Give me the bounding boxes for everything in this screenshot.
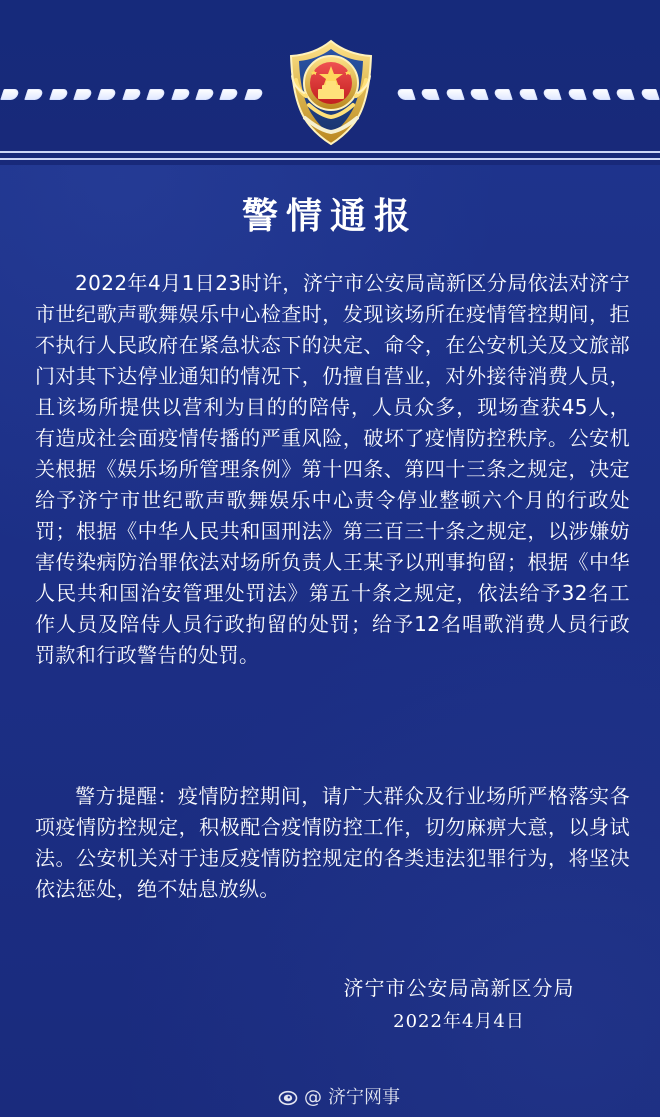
police-emblem-icon <box>275 36 387 148</box>
notice-paragraph-2 <box>35 781 630 905</box>
right-feather-icon <box>494 89 514 100</box>
watermark <box>278 1088 400 1108</box>
page-title: 警情通报 <box>241 195 418 237</box>
left-feather-icon <box>244 89 264 100</box>
left-feather-icon <box>219 89 239 100</box>
left-feather-icon <box>122 89 142 100</box>
right-feather-icon <box>640 89 660 100</box>
left-wing-icon <box>2 82 262 106</box>
weibo-eye-icon <box>278 1090 298 1106</box>
right-wing-icon <box>398 82 658 106</box>
right-feather-icon <box>567 89 587 100</box>
right-feather-icon <box>542 89 562 100</box>
right-feather-icon <box>421 89 441 100</box>
signature-date: 2022年4月4日 <box>393 1011 525 1032</box>
right-feather-icon <box>518 89 538 100</box>
right-feather-icon <box>591 89 611 100</box>
right-feather-icon <box>615 89 635 100</box>
left-feather-icon <box>98 89 118 100</box>
left-feather-icon <box>146 89 166 100</box>
left-feather-icon <box>171 89 191 100</box>
watermark-text: 济宁网事 <box>328 1087 400 1108</box>
watermark-prefix: @ <box>304 1087 322 1108</box>
header-divider-bottom <box>0 158 660 160</box>
right-feather-icon <box>396 89 416 100</box>
right-feather-icon <box>445 89 465 100</box>
notice-paragraph-1 <box>35 268 630 671</box>
notice-paragraph-2-text: 警方提醒：疫情防控期间，请广大群众及行业场所严格落实各项疫情防控规定，积极配合疫情防控工作，切勿麻痹大意，以身试法。公安机关对于违反疫情防控规定的各类违法犯罪行为，将坚决依法惩处，绝不姑息放纵。 <box>35 784 630 901</box>
header-divider-top <box>0 151 660 153</box>
left-feather-icon <box>25 89 45 100</box>
left-feather-icon <box>195 89 215 100</box>
left-feather-icon <box>49 89 69 100</box>
left-feather-icon <box>0 89 20 100</box>
left-feather-icon <box>73 89 93 100</box>
right-feather-icon <box>469 89 489 100</box>
signature-name: 济宁市公安局高新区分局 <box>343 976 575 1000</box>
notice-paragraph-1-text: 2022年4月1日23时许，济宁市公安局高新区分局依法对济宁市世纪歌声歌舞娱乐中心检查时，发现该场所在疫情管控期间，拒不执行人民政府在紧急状态下的决定、命令，在公安机关及文旅部门对其下达停业通知的情况下，仍擅自营业，对外接待消费人员，且该场所提供以营利为目的的陪侍，人员众多，现场查获45人，有造成社会面疫情传播的严重风险，破坏了疫情防控秩序。公安机关根据《娱乐场所管理条例》第十四条、第四十三条之规定，决定给予济宁市世纪歌声歌舞娱乐中心责令停业整顿六个月的行政处罚；根据《中华人民共和国刑法》第三百三十条之规定，以涉嫌妨害传染病防治罪依法对场所负责人王某予以刑事拘留；根据《中华人民共和国治安管理处罚法》第五十条之规定，依法给予32名工作人员及陪侍人员行政拘留的处罚；给予12名唱歌消费人员行政罚款和行政警告的处罚。 <box>35 271 630 667</box>
